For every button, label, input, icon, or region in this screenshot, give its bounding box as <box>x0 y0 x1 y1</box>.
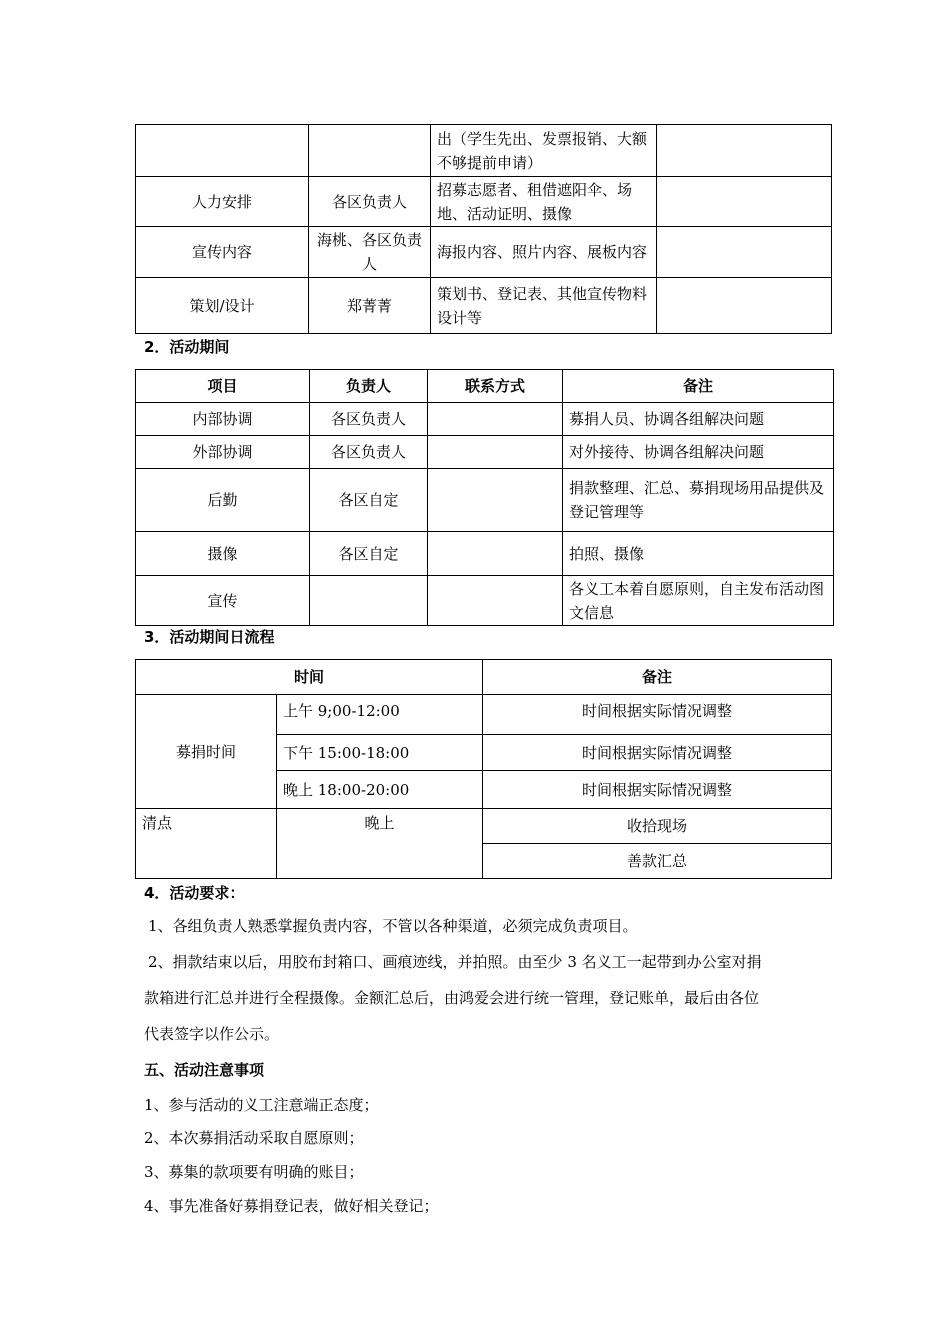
table-row <box>136 576 834 626</box>
cleanup-label: 清点 <box>136 809 277 879</box>
cell-item: 摄像 <box>136 532 310 576</box>
table-header-row <box>136 370 834 403</box>
cleanup-note: 善款汇总 <box>483 844 832 879</box>
cell-content: 海报内容、照片内容、展板内容 <box>431 227 657 278</box>
cell-person <box>309 125 431 177</box>
cell-content: 策划书、登记表、其他宣传物料设计等 <box>431 278 657 334</box>
slot-time: 上午 9;00-12:00 <box>277 695 483 735</box>
cell-item: 内部协调 <box>136 403 310 436</box>
table-row <box>136 125 832 177</box>
donation-time-label: 募捐时间 <box>136 695 277 809</box>
cell-item: 后勤 <box>136 469 310 532</box>
slot-note: 时间根据实际情况调整 <box>483 771 832 809</box>
cell-note: 对外接待、协调各组解决问题 <box>563 436 834 469</box>
header-item: 项目 <box>136 370 310 403</box>
requirement-2-line3: 代表签字以作公示。 <box>144 1025 280 1043</box>
notice-item-2: 2、本次募捐活动采取自愿原则； <box>144 1129 364 1147</box>
cell-note: 拍照、摄像 <box>563 532 834 576</box>
table-row <box>136 436 834 469</box>
header-contact: 联系方式 <box>428 370 563 403</box>
cell-note: 捐款整理、汇总、募捐现场用品提供及登记管理等 <box>563 469 834 532</box>
cell-person: 各区负责人 <box>310 436 428 469</box>
header-note: 备注 <box>563 370 834 403</box>
cell-note: 募捐人员、协调各组解决问题 <box>563 403 834 436</box>
cell-person: 各区自定 <box>310 532 428 576</box>
requirement-2-line1: 2、捐款结束以后，用胶布封箱口、画痕迹线，并拍照。由至少 3 名义工一起带到办公室对捐 <box>148 953 762 971</box>
cell-person: 各区负责人 <box>310 403 428 436</box>
cell-item: 宣传内容 <box>136 227 309 278</box>
cell-person: 郑菁菁 <box>309 278 431 334</box>
cell-item <box>136 125 309 177</box>
cell-item: 人力安排 <box>136 177 309 227</box>
table-row <box>136 469 834 532</box>
cell-contact <box>428 403 563 436</box>
section3-heading: 3．活动期间日流程 <box>144 628 275 646</box>
section2-heading: 2．活动期间 <box>144 338 230 356</box>
cell-item: 外部协调 <box>136 436 310 469</box>
table-row <box>136 177 832 227</box>
daily-schedule-table <box>135 659 832 879</box>
cell-person: 海桃、各区负责人 <box>309 227 431 278</box>
table-row <box>136 532 834 576</box>
notice-item-3: 3、募集的款项要有明确的账目； <box>144 1163 364 1181</box>
cell-note <box>657 125 832 177</box>
table-row <box>136 278 832 334</box>
notice-item-4: 4、事先准备好募捐登记表，做好相关登记； <box>144 1197 439 1215</box>
event-period-table <box>135 369 834 626</box>
cell-content: 出（学生先出、发票报销、大额不够提前申请） <box>431 125 657 177</box>
table-row <box>136 403 834 436</box>
table-row <box>136 809 832 844</box>
cell-person: 各区自定 <box>310 469 428 532</box>
header-person: 负责人 <box>310 370 428 403</box>
requirement-1: 1、各组负责人熟悉掌握负责内容，不管以各种渠道，必须完成负责项目。 <box>148 917 638 935</box>
header-time: 时间 <box>136 660 483 695</box>
cell-person: 各区负责人 <box>309 177 431 227</box>
cell-contact <box>428 532 563 576</box>
header-note: 备注 <box>483 660 832 695</box>
cell-item: 宣传 <box>136 576 310 626</box>
table-row <box>136 227 832 278</box>
cell-note <box>657 227 832 278</box>
cell-note <box>657 278 832 334</box>
section4-heading: 4．活动要求： <box>144 884 245 902</box>
cell-note <box>657 177 832 227</box>
requirement-2-line2: 款箱进行汇总并进行全程摄像。金额汇总后，由鸿爱会进行统一管理，登记账单，最后由各位 <box>144 989 760 1007</box>
cell-item: 策划/设计 <box>136 278 309 334</box>
notice-item-1: 1、参与活动的义工注意端正态度； <box>144 1096 379 1114</box>
cell-contact <box>428 469 563 532</box>
slot-time: 晚上 18:00-20:00 <box>277 771 483 809</box>
slot-note: 时间根据实际情况调整 <box>483 735 832 771</box>
cleanup-note: 收拾现场 <box>483 809 832 844</box>
table-row <box>136 695 832 735</box>
section5-heading: 五、活动注意事项 <box>144 1061 265 1079</box>
cell-contact <box>428 576 563 626</box>
cell-note: 各义工本着自愿原则，自主发布活动图文信息 <box>563 576 834 626</box>
cell-contact <box>428 436 563 469</box>
cell-person <box>310 576 428 626</box>
table-header-row <box>136 660 832 695</box>
cleanup-time: 晚上 <box>277 809 483 879</box>
slot-time: 下午 15:00-18:00 <box>277 735 483 771</box>
slot-note: 时间根据实际情况调整 <box>483 695 832 735</box>
responsibility-table-continued <box>135 124 832 334</box>
cell-content: 招募志愿者、租借遮阳伞、场地、活动证明、摄像 <box>431 177 657 227</box>
